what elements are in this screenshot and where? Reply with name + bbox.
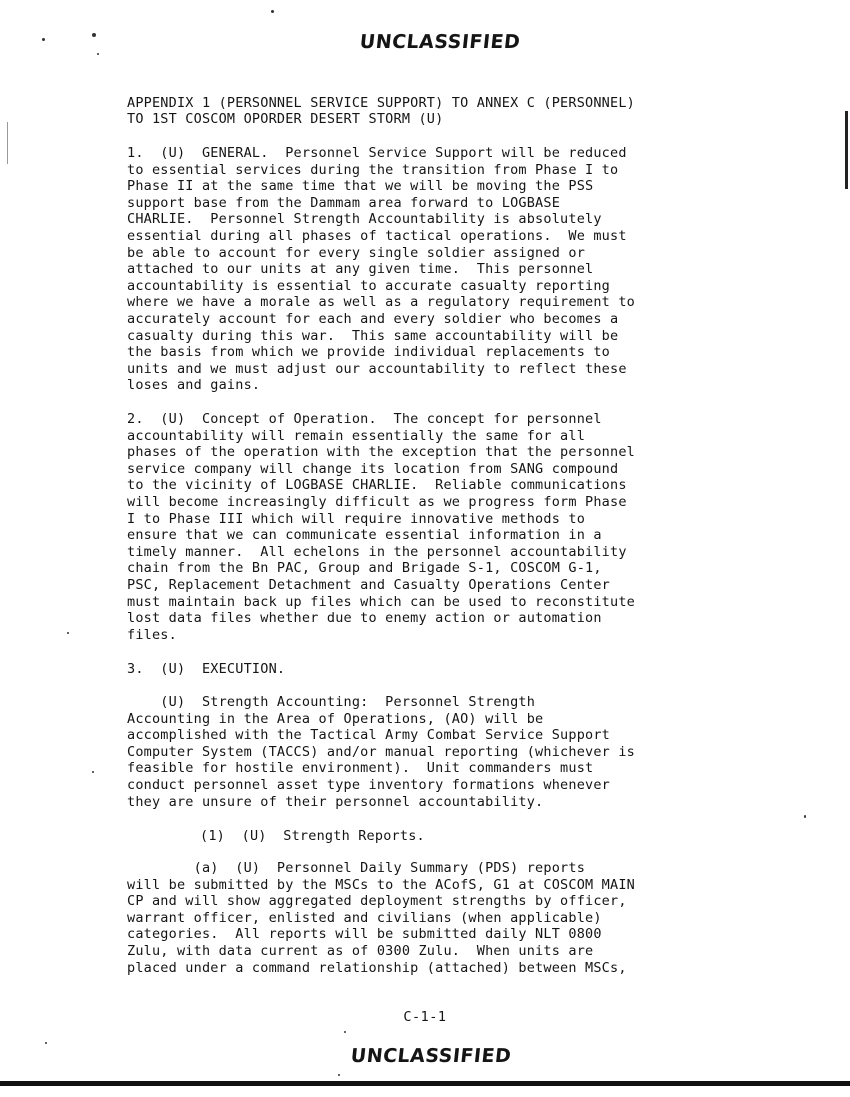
text-line: CHARLIE. Personnel Strength Accountability is absolutely [127, 211, 602, 228]
classification-stamp-top: UNCLASSIFIED [358, 31, 522, 53]
text-line: service company will change its location from SANG compound [127, 460, 619, 477]
scan-speck [42, 38, 45, 41]
text-line: placed under a command relationship (attached) between MSCs, [127, 959, 627, 976]
text-line: to essential services during the transition from Phase I to [127, 161, 619, 178]
title-line: APPENDIX 1 (PERSONNEL SERVICE SUPPORT) TO ANNEX C (PERSONNEL) [127, 95, 635, 111]
text-line: (U) Strength Accounting: Personnel Strength [127, 694, 536, 710]
text-line: will be submitted by the MSCs to the ACofS, G1 at COSCOM MAIN [127, 876, 635, 893]
scan-speck [344, 1031, 346, 1033]
text-line: files. [127, 626, 177, 643]
classification-stamp-bottom: UNCLASSIFIED [349, 1045, 513, 1067]
text-line: accomplished with the Tactical Army Combat Service Support [127, 727, 611, 744]
execution-heading: 3. (U) EXECUTION. [127, 661, 286, 677]
text-line: Accounting in the Area of Operations, (AO) will be [127, 710, 544, 727]
text-line: casualty during this war. This same accountability will be [127, 327, 619, 344]
text-line: I to Phase III which will require innovative methods to [127, 510, 586, 527]
scan-speck [338, 1074, 340, 1076]
text-line: Computer System (TACCS) and/or manual reporting (whichever is [127, 743, 635, 760]
strength-reports-heading: (1) (U) Strength Reports. [200, 828, 425, 844]
title-line: TO 1ST COSCOM OPORDER DESERT STORM (U) [127, 111, 444, 127]
scan-speck [92, 771, 94, 773]
text-line: ensure that we can communicate essential information in a [127, 527, 602, 544]
scan-margin-mark [7, 122, 8, 164]
text-line: timely manner. All echelons in the personnel accountability [127, 543, 627, 560]
text-line: to the vicinity of LOGBASE CHARLIE. Reliable communications [127, 477, 627, 494]
text-line: the basis from which we provide individual replacements to [127, 344, 611, 361]
text-line: will become increasingly difficult as we progress form Phase [127, 494, 627, 510]
text-line: (a) (U) Personnel Daily Summary (PDS) reports [127, 860, 586, 876]
text-line: conduct personnel asset type inventory formations whenever [127, 777, 611, 793]
scan-speck [92, 33, 96, 37]
text-line: warrant officer, enlisted and civilians (when applicable) [127, 909, 602, 926]
text-line: accountability is essential to accurate casualty reporting [127, 277, 611, 294]
scan-speck [97, 53, 99, 55]
text-line: must maintain back up files which can be used to reconstitute [127, 593, 635, 610]
text-line: essential during all phases of tactical operations. We must [127, 228, 627, 244]
text-line: categories. All reports will be submitted daily NLT 0800 [127, 926, 602, 943]
scan-speck [804, 815, 806, 818]
text-line: PSC, Replacement Detachment and Casualty Operations Center [127, 577, 611, 593]
text-line: feasible for hostile environment). Unit commanders must [127, 760, 594, 777]
text-line: 1. (U) GENERAL. Personnel Service Support will be reduced [127, 145, 627, 161]
text-line: be able to account for every single soldier assigned or [127, 244, 586, 261]
text-line: lost data files whether due to enemy action or automation [127, 610, 602, 627]
scan-speck [271, 10, 274, 13]
text-line: phases of the operation with the exception that the personnel [127, 444, 635, 461]
text-line: 2. (U) Concept of Operation. The concept for personnel [127, 411, 602, 427]
text-line: CP and will show aggregated deployment strengths by officer, [127, 893, 627, 910]
text-line: attached to our units at any given time. This personnel [127, 261, 594, 278]
text-line: where we have a morale as well as a regulatory requirement to [127, 294, 635, 311]
text-line: loses and gains. [127, 377, 261, 394]
scan-edge-bar [0, 1081, 850, 1086]
scan-speck [45, 1042, 47, 1044]
text-line: Zulu, with data current as of 0300 Zulu. When units are [127, 943, 594, 959]
text-line: Phase II at the same time that we will be moving the PSS [127, 178, 594, 195]
text-line: support base from the Dammam area forward to LOGBASE [127, 194, 561, 211]
text-line: chain from the Bn PAC, Group and Brigade S-1, COSCOM G-1, [127, 560, 602, 577]
scan-margin-mark [845, 111, 848, 189]
text-line: accurately account for each and every soldier who becomes a [127, 311, 619, 327]
text-line: they are unsure of their personnel accountability. [127, 793, 544, 810]
text-line: units and we must adjust our accountability to reflect these [127, 360, 627, 377]
page-number: C-1-1 [403, 1009, 447, 1025]
text-line: accountability will remain essentially the same for all [127, 427, 586, 444]
scan-speck [67, 632, 69, 634]
